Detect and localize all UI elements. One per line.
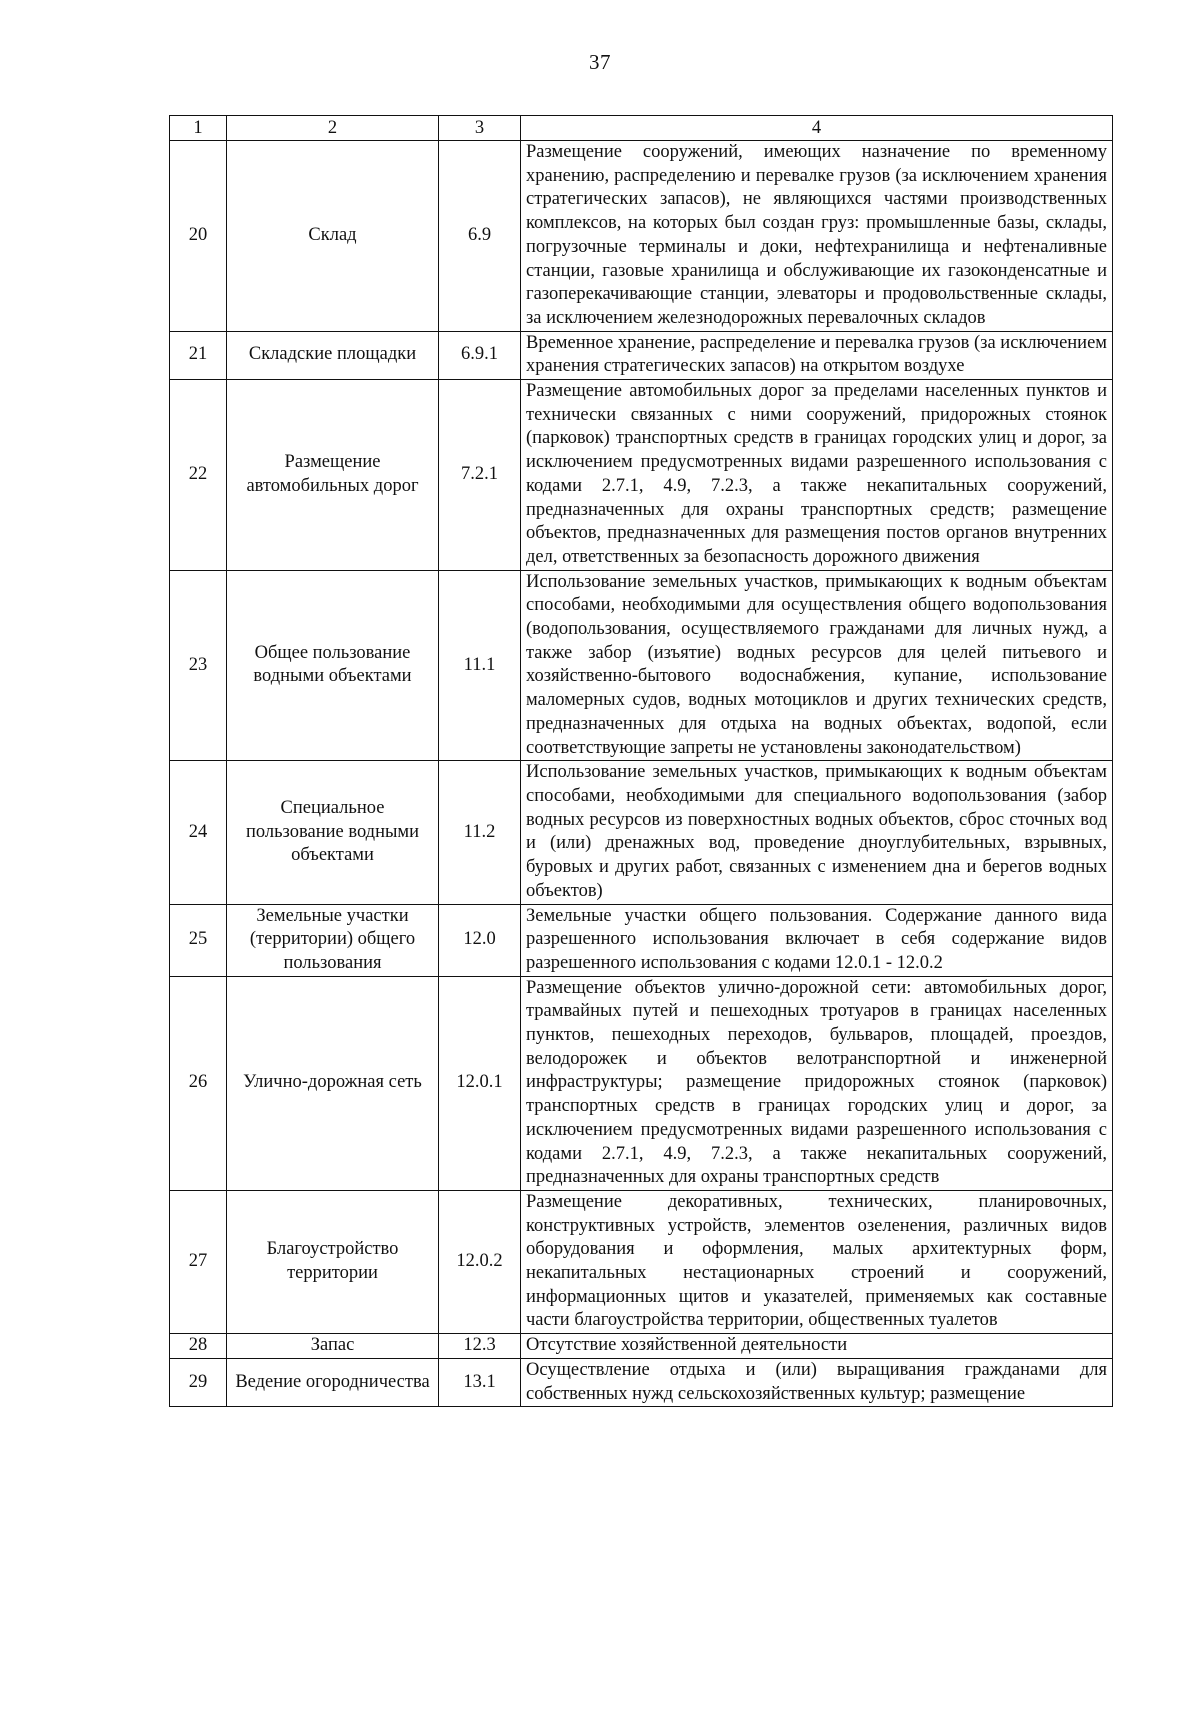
land-use-name: Складские площадки [227,331,439,379]
row-number: 26 [170,976,227,1190]
land-use-description: Отсутствие хозяйственной деятельности [521,1334,1113,1359]
land-use-name: Склад [227,141,439,332]
land-use-description: Размещение автомобильных дорог за пределами населенных пунктов и технически связанных с ними сооружений, придорожных стоянок (парковок) транспортных средств в границах городских улиц и дорог, за исключением предусмотренных видами разрешенного использования с кодами 2.7.1, 4.9, 7.2.3, а также некапитальных сооружений, предназначенных для охраны транспортных средств; размещение объектов, предназначенных для размещения постов органов внутренних дел, ответственных за безопасность дорожного движения [521,380,1113,571]
land-use-name: Ведение огородничества [227,1358,439,1406]
row-number: 20 [170,141,227,332]
land-use-name: Улично-дорожная сеть [227,976,439,1190]
table-row [170,570,1113,761]
land-use-description: Временное хранение, распределение и перевалка грузов (за исключением хранения стратегических запасов) на открытом воздухе [521,331,1113,379]
land-use-description: Размещение сооружений, имеющих назначение по временному хранению, распределению и перевалке грузов (за исключением хранения стратегических запасов), не являющихся частями производственных комплексов, на которых был создан груз: промышленные базы, склады, погрузочные терминалы и доки, нефтехранилища и нефтеналивные станции, газовые хранилища и обслуживающие их газоконденсатные и газоперекачивающие станции, элеваторы и продовольственные склады, за исключением железнодорожных перевалочных складов [521,141,1113,332]
table-header-row [170,116,1113,141]
row-number: 28 [170,1334,227,1359]
land-use-description: Размещение декоративных, технических, планировочных, конструктивных устройств, элементов озеленения, различных видов оборудования и оформления, малых архитектурных форм, некапитальных нестационарных строений и сооружений, информационных щитов и указателей, применяемых как составные части благоустройства территории, общественных туалетов [521,1190,1113,1333]
land-use-name: Благоустройство территории [227,1190,439,1333]
page-number: 37 [589,50,611,74]
header-col-2: 2 [227,116,439,141]
table-row [170,904,1113,976]
land-use-name: Размещение автомобильных дорог [227,380,439,571]
row-number: 21 [170,331,227,379]
row-number: 27 [170,1190,227,1333]
table-row [170,380,1113,571]
row-number: 24 [170,761,227,904]
table-row [170,976,1113,1190]
row-number: 25 [170,904,227,976]
land-use-description: Использование земельных участков, примыкающих к водным объектам способами, необходимыми для специального водопользования (забор водных ресурсов из поверхностных водных объектов, сброс сточных вод и (или) дренажных вод, проведение дноуглубительных, взрывных, буровых и других работ, связанных с изменением дна и берегов водных объектов) [521,761,1113,904]
land-use-code: 13.1 [439,1358,521,1406]
land-use-name: Земельные участки (территории) общего пользования [227,904,439,976]
land-use-table [169,115,1113,1407]
land-use-name: Общее пользование водными объектами [227,570,439,761]
table-row [170,141,1113,332]
land-use-code: 11.1 [439,570,521,761]
land-use-name: Специальное пользование водными объектами [227,761,439,904]
header-col-1: 1 [170,116,227,141]
land-use-code: 11.2 [439,761,521,904]
table-row [170,1358,1113,1406]
land-use-description: Размещение объектов улично-дорожной сети: автомобильных дорог, трамвайных путей и пешеходных тротуаров в границах населенных пунктов, пешеходных переходов, бульваров, площадей, проездов, велодорожек и объектов велотранспортной и инженерной инфраструктуры; размещение придорожных стоянок (парковок) транспортных средств в границах городских улиц и дорог, за исключением предусмотренных видами разрешенного использования с кодами 2.7.1, 4.9, 7.2.3, а также некапитальных сооружений, предназначенных для охраны транспортных средств [521,976,1113,1190]
land-use-description: Осуществление отдыха и (или) выращивания гражданами для собственных нужд сельскохозяйственных культур; размещение [521,1358,1113,1406]
land-use-code: 7.2.1 [439,380,521,571]
table-row [170,331,1113,379]
land-use-code: 12.0.1 [439,976,521,1190]
row-number: 22 [170,380,227,571]
land-use-code: 12.0 [439,904,521,976]
header-col-3: 3 [439,116,521,141]
row-number: 23 [170,570,227,761]
table-row [170,1334,1113,1359]
land-use-name: Запас [227,1334,439,1359]
land-use-code: 12.3 [439,1334,521,1359]
row-number: 29 [170,1358,227,1406]
table-row [170,761,1113,904]
table-row [170,1190,1113,1333]
land-use-description: Земельные участки общего пользования. Содержание данного вида разрешенного использования включает в себя содержание видов разрешенного использования с кодами 12.0.1 - 12.0.2 [521,904,1113,976]
land-use-code: 12.0.2 [439,1190,521,1333]
land-use-description: Использование земельных участков, примыкающих к водным объектам способами, необходимыми для осуществления общего водопользования (водопользования, осуществляемого гражданами для личных нужд, а также забор (изъятие) водных ресурсов для целей питьевого и хозяйственно-бытового водоснабжения, купание, использование маломерных судов, водных мотоциклов и других технических средств, предназначенных для отдыха на водных объектах, водопой, если соответствующие запреты не установлены законодательством) [521,570,1113,761]
land-use-code: 6.9 [439,141,521,332]
land-use-code: 6.9.1 [439,331,521,379]
header-col-4: 4 [521,116,1113,141]
